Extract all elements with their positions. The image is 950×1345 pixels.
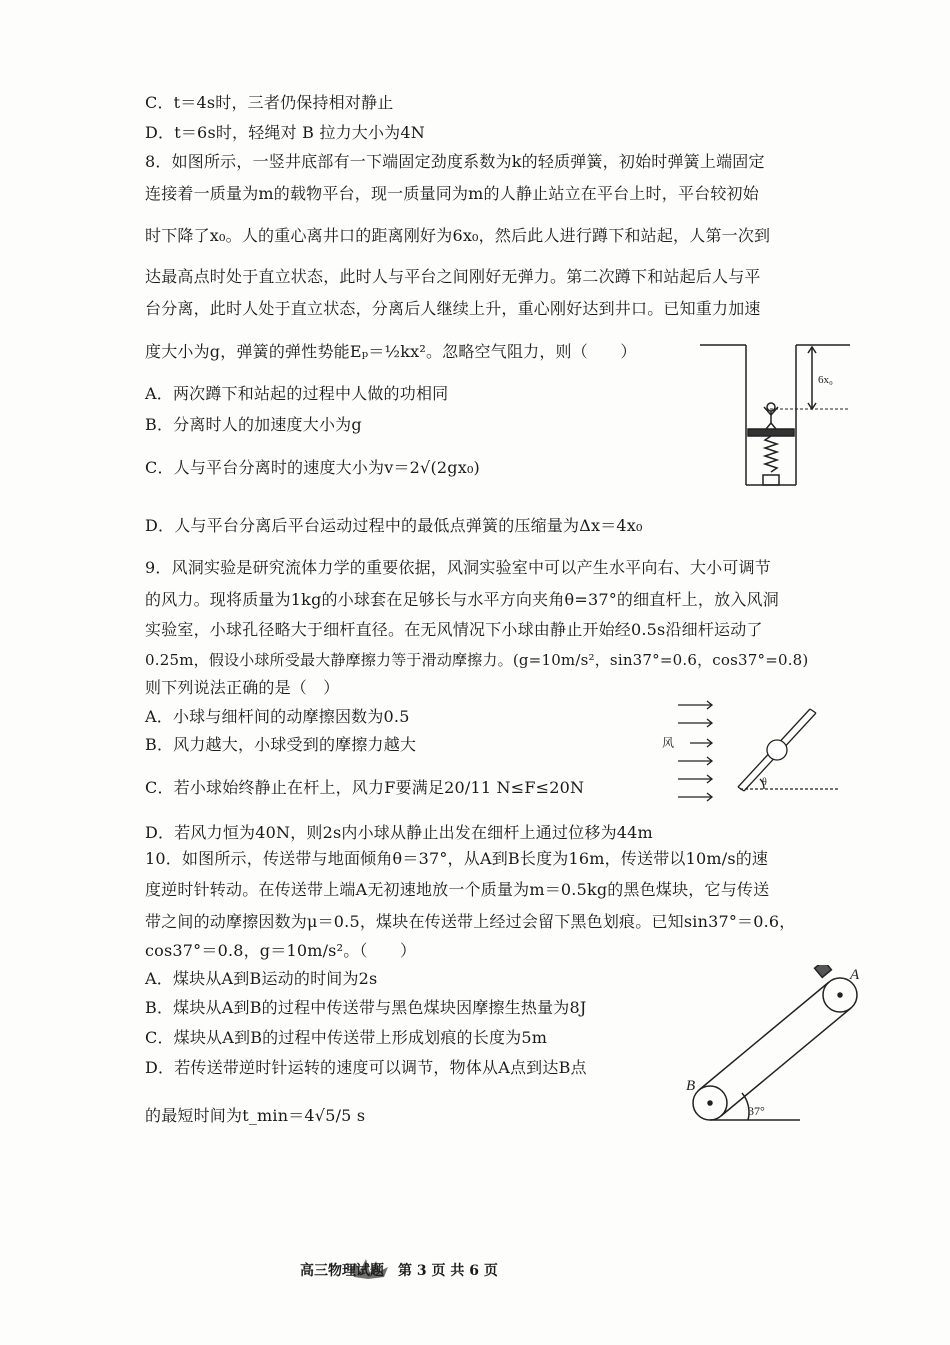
- q8-stem-line: 时下降了x₀。人的重心离井口的距离刚好为6x₀，然后此人进行蹲下和站起，人第一次到: [145, 226, 771, 245]
- q8-fig-height-label: 6x₀: [818, 374, 833, 386]
- q8-option-d: D．人与平台分离后平台运动过程中的最低点弹簧的压缩量为Δx＝4x₀: [145, 516, 643, 535]
- q9-stem-line: 0.25m，假设小球所受最大静摩擦力等于滑动摩擦力。(g=10m/s²，sin37°=0.6，cos37°=0.8): [145, 651, 809, 669]
- q10-stem-line: 度逆时针转动。在传送带上端A无初速地放一个质量为m＝0.5kg的黑色煤块，它与传送: [145, 880, 770, 899]
- q7-option-c: C．t＝4s时，三者仍保持相对静止: [145, 93, 394, 112]
- q10-stem-line: 带之间的动摩擦因数为μ＝0.5，煤块在传送带上经过会留下黑色划痕。已知sin37°＝0.6，: [145, 912, 796, 931]
- q10-fig-point-a: A: [850, 967, 860, 983]
- q9-option-c: C．若小球始终静止在杆上，风力F要满足20/11 N≤F≤20N: [145, 778, 585, 797]
- q8-well-figure: [700, 335, 860, 495]
- q8-stem-line: 达最高点时处于直立状态，此时人与平台之间刚好无弹力。第二次蹲下和站起后人与平: [145, 267, 761, 286]
- q9-fig-theta-label: θ: [762, 777, 767, 788]
- q10-option-d: D．若传送带逆时针运转的速度可以调节，物体从A点到达B点: [145, 1058, 587, 1077]
- q10-stem-line: cos37°＝0.8，g＝10m/s²。（ ）: [145, 941, 417, 960]
- q8-option-a: A．两次蹲下和站起的过程中人做的功相同: [145, 384, 449, 403]
- q9-wind-figure: [660, 695, 850, 815]
- q9-stem-line: 则下列说法正确的是（ ）: [145, 678, 340, 697]
- q8-stem-line: 度大小为g，弹簧的弹性势能Eₚ＝½kx²。忽略空气阻力，则（ ）: [145, 342, 637, 361]
- q8-option-b: B．分离时人的加速度大小为g: [145, 415, 362, 434]
- q10-conveyor-figure: [680, 965, 870, 1125]
- q9-stem-line: 实验室，小球孔径略大于细杆直径。在无风情况下小球由静止开始经0.5s沿细杆运动了: [145, 620, 763, 639]
- q8-stem-line: 连接着一质量为m的载物平台，现一质量同为m的人静止站立在平台上时，平台较初始: [145, 184, 759, 203]
- q10-option-d-cont: 的最短时间为t_min＝4√5/5 s: [145, 1106, 366, 1125]
- q9-fig-wind-label: 风: [662, 736, 675, 750]
- q10-option-b: B．煤块从A到B的过程中传送带与黑色煤块因摩擦生热量为8J: [145, 998, 587, 1017]
- q9-option-d: D．若风力恒为40N，则2s内小球从静止出发在细杆上通过位移为44m: [145, 823, 653, 842]
- q10-fig-point-b: B: [686, 1078, 696, 1094]
- q8-stem-line: 台分离，此时人处于直立状态，分离后人继续上升，重心刚好达到井口。已知重力加速: [145, 299, 761, 318]
- q9-stem-line: 9．风洞实验是研究流体力学的重要依据，风洞实验室中可以产生水平向右、大小可调节: [145, 558, 771, 577]
- q10-option-c: C．煤块从A到B的过程中传送带上形成划痕的长度为5m: [145, 1028, 548, 1047]
- q10-stem-line: 10．如图所示，传送带与地面倾角θ＝37°，从A到B长度为16m，传送带以10m/s的速: [145, 849, 769, 868]
- q9-option-a: A．小球与细杆间的动摩擦因数为0.5: [145, 707, 410, 726]
- q10-option-a: A．煤块从A到B运动的时间为2s: [145, 969, 378, 988]
- page-footer: 高三物理试题 第 3 页 共 6 页: [300, 1263, 498, 1279]
- q7-option-d: D．t＝6s时，轻绳对 B 拉力大小为4N: [145, 123, 425, 142]
- q8-option-c: C．人与平台分离时的速度大小为v＝2√(2gx₀): [145, 458, 481, 477]
- q9-stem-line: 的风力。现将质量为1kg的小球套在足够长与水平方向夹角θ=37°的细直杆上，放入风洞: [145, 590, 779, 609]
- q9-option-b: B．风力越大，小球受到的摩擦力越大: [145, 735, 417, 754]
- q8-stem-line: 8．如图所示，一竖井底部有一下端固定劲度系数为k的轻质弹簧，初始时弹簧上端固定: [145, 152, 765, 171]
- q10-fig-angle-label: 37°: [748, 1104, 765, 1118]
